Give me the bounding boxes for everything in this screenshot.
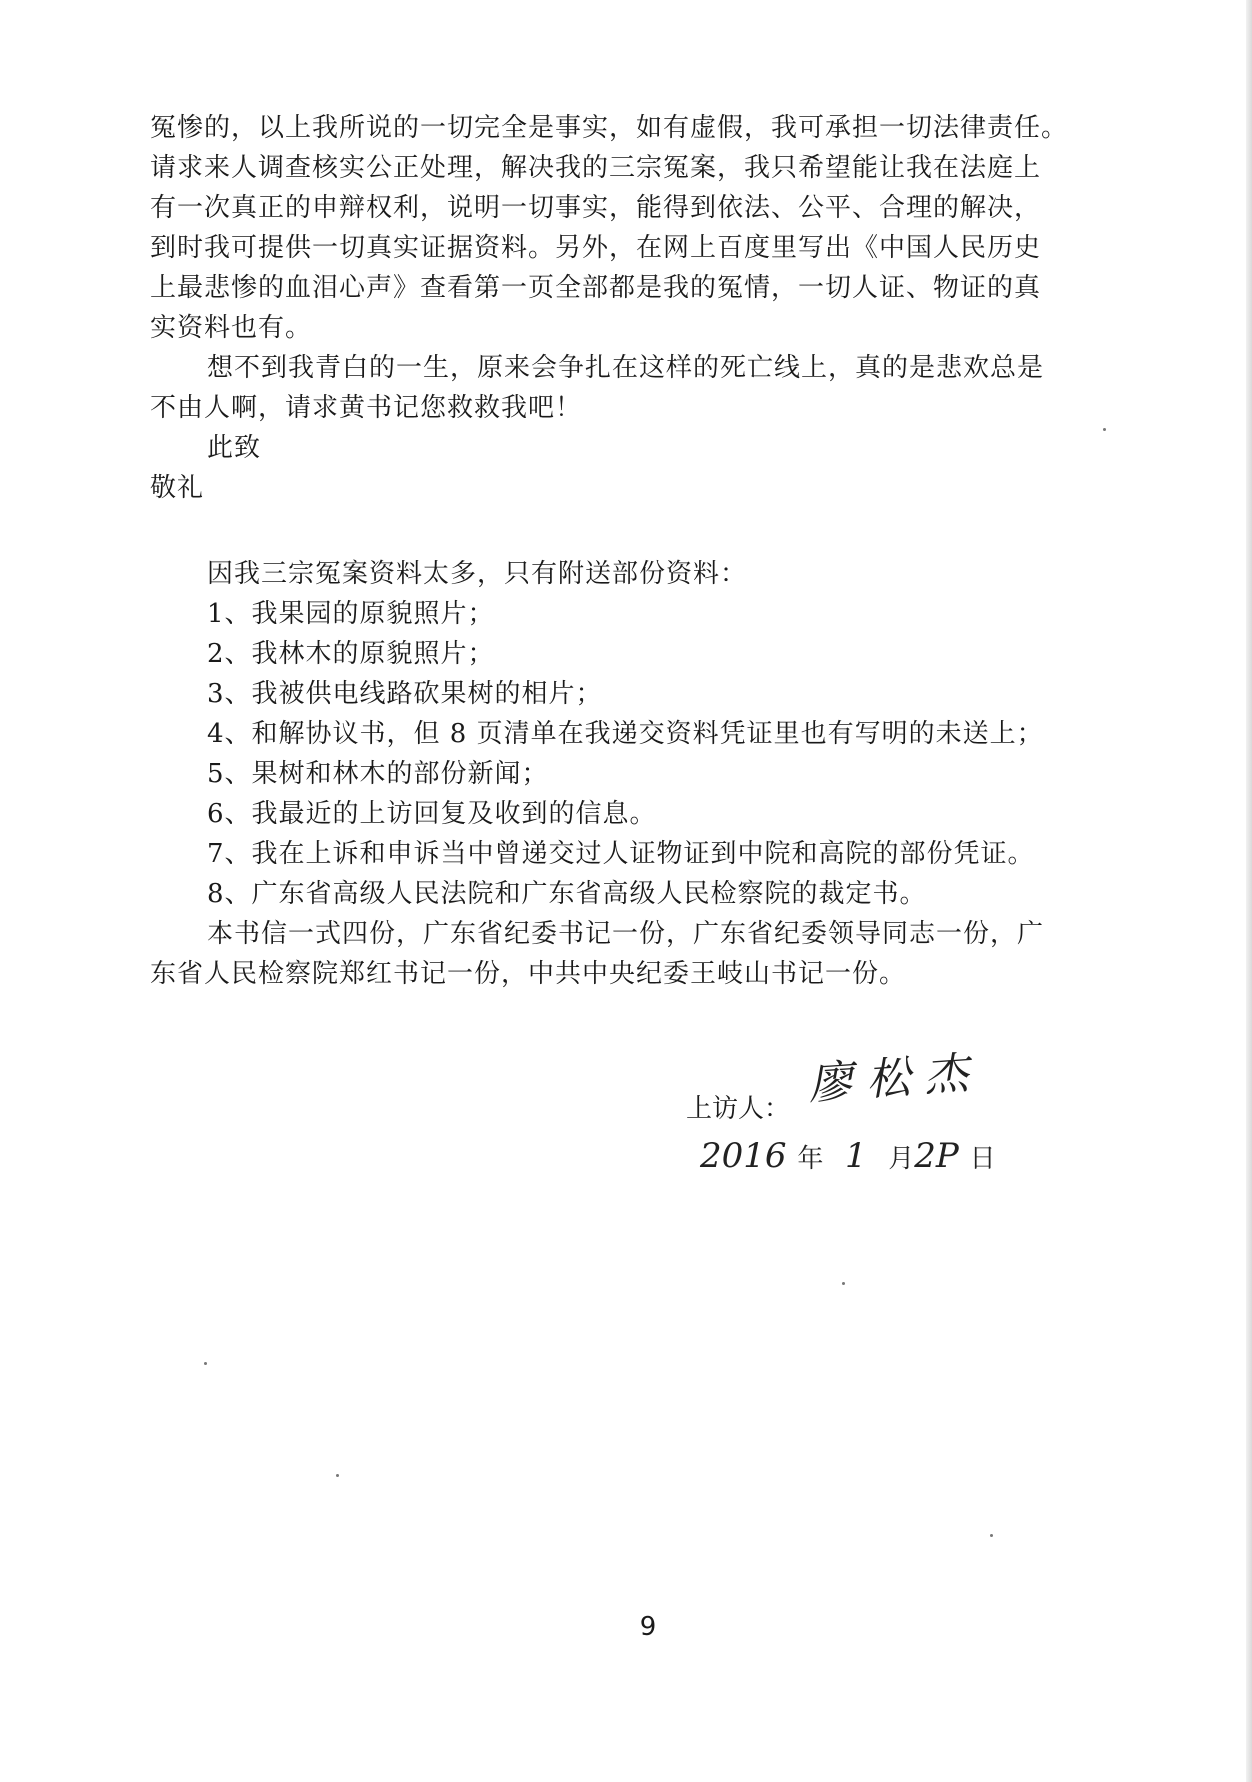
attachment-item: 6、我最近的上访回复及收到的信息。	[207, 799, 657, 829]
scan-speck	[990, 1534, 993, 1537]
spacer	[150, 508, 1150, 554]
paragraph-1-line: 有一次真正的申辩权利，说明一切事实，能得到依法、公平、合理的解决，	[150, 193, 1042, 223]
attachment-item: 4、和解协议书，但 8 页清单在我递交资料凭证里也有写明的未送上；	[207, 719, 1044, 749]
closing-salutation: 此致	[207, 433, 262, 463]
scan-speck	[336, 1474, 339, 1477]
attachment-item: 3、我被供电线路砍果树的相片；	[207, 679, 603, 709]
paragraph-2-line: 不由人啊，请求黄书记您救救我吧！	[150, 393, 583, 423]
attachment-item: 1、我果园的原貌照片；	[207, 599, 495, 629]
date-year-unit: 年	[797, 1144, 824, 1174]
date-day-unit: 日	[969, 1144, 996, 1174]
attachment-item: 7、我在上诉和申诉当中曾递交过人证物证到中院和高院的部份凭证。	[207, 839, 1035, 869]
copies-line: 东省人民检察院郑红书记一份，中共中央纪委王岐山书记一份。	[150, 959, 907, 989]
paragraph-1-line: 上最悲惨的血泪心声》查看第一页全部都是我的冤情，一切人证、物证的真	[150, 273, 1042, 303]
page-number: 9	[639, 1612, 657, 1642]
paragraph-1-line: 实资料也有。	[150, 313, 313, 343]
date-month: 1	[844, 1136, 867, 1176]
scan-speck	[204, 1362, 207, 1365]
paragraph-1-line: 冤惨的，以上我所说的一切完全是事实，如有虚假，我可承担一切法律责任。	[150, 113, 1069, 143]
scan-speck	[842, 1282, 845, 1285]
date-day: 2P	[914, 1136, 959, 1176]
paragraph-1-line: 到时我可提供一切真实证据资料。另外，在网上百度里写出《中国人民历史	[150, 233, 1042, 263]
handwritten-date	[700, 1136, 996, 1179]
page-edge	[1246, 0, 1252, 1782]
paragraph-1-line: 请求来人调查核实公正处理，解决我的三宗冤案，我只希望能让我在法庭上	[150, 153, 1042, 183]
closing-regards: 敬礼	[150, 473, 205, 503]
handwritten-signature: 廖松杰	[806, 1046, 984, 1110]
date-month-unit: 月	[888, 1144, 915, 1174]
letter-body	[150, 108, 1150, 994]
copies-line: 本书信一式四份，广东省纪委书记一份，广东省纪委领导同志一份，广	[207, 919, 1045, 949]
attachment-item: 8、广东省高级人民法院和广东省高级人民检察院的裁定书。	[207, 879, 927, 909]
attachment-item: 5、果树和林木的部份新闻；	[207, 759, 549, 789]
scan-speck	[1103, 428, 1106, 431]
attachments-intro: 因我三宗冤案资料太多，只有附送部份资料：	[207, 559, 748, 589]
paragraph-2-line: 想不到我青白的一生，原来会争扎在这样的死亡线上，真的是悲欢总是	[207, 353, 1045, 383]
attachment-item: 2、我林木的原貌照片；	[207, 639, 495, 669]
date-year: 2016	[700, 1136, 787, 1176]
petitioner-label: 上访人：	[686, 1094, 791, 1124]
